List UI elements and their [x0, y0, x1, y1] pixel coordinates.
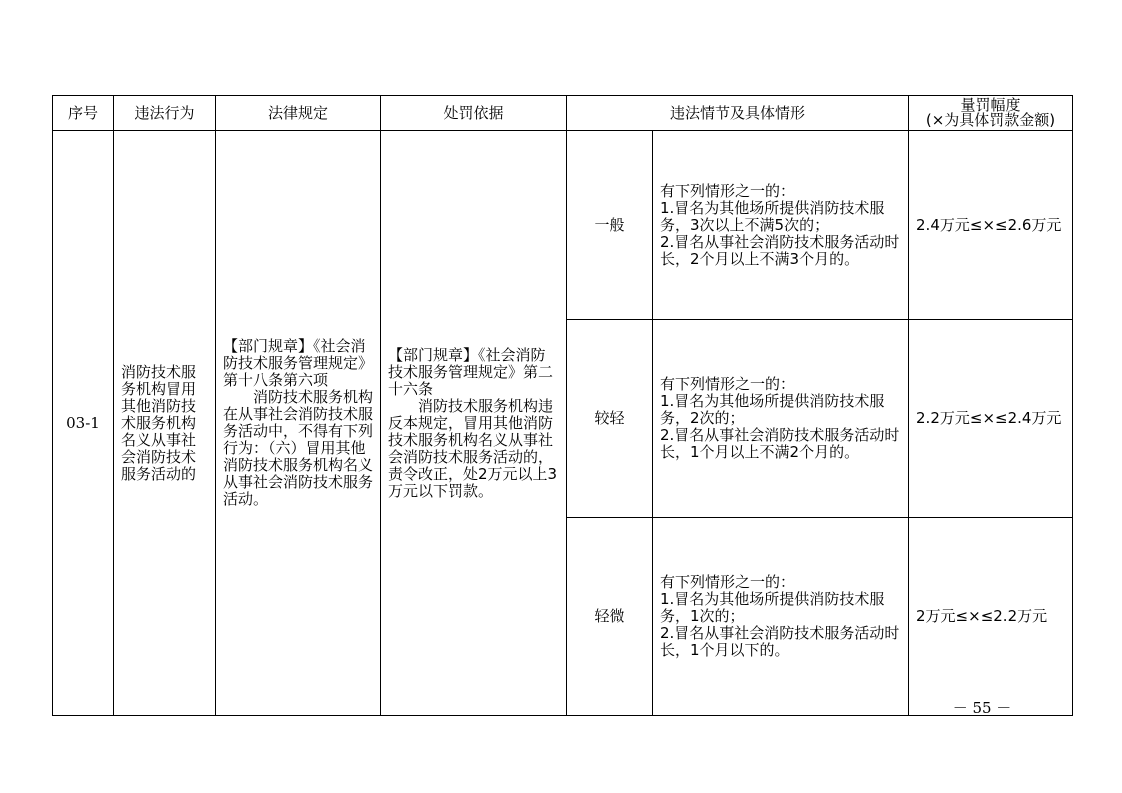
cell-basis: 【部门规章】《社会消防技术服务管理规定》第二十六条 消防技术服务机构违反本规定，冒用其他消防技术服务机构名义从事社会消防技术服务活动的，责令改正，处2万元以上3万元以下罚款。 [381, 131, 567, 716]
cell-detail: 有下列情形之一的： 1.冒名为其他场所提供消防技术服务，1次的； 2.冒名从事社会消防技术服务活动时长，1个月以下的。 [653, 518, 909, 716]
header-act: 违法行为 [114, 96, 216, 131]
penalty-table [52, 95, 1073, 716]
header-penalty-note: (×为具体罚款金额) [925, 111, 1056, 129]
cell-act: 消防技术服务机构冒用其他消防技术服务机构名义从事社会消防技术服务活动的 [114, 131, 216, 716]
header-circumstance: 违法情节及具体情形 [567, 96, 909, 131]
cell-law: 【部门规章】《社会消防技术服务管理规定》第十八条第六项 消防技术服务机构在从事社会消防技术服务活动中，不得有下列行为：（六）冒用其他消防技术服务机构名义从事社会消防技术服务活动。 [216, 131, 381, 716]
cell-detail: 有下列情形之一的： 1.冒名为其他场所提供消防技术服务，3次以上不满5次的； 2.冒名从事社会消防技术服务活动时长，2个月以上不满3个月的。 [653, 131, 909, 320]
header-law: 法律规定 [216, 96, 381, 131]
cell-level: 一般 [567, 131, 653, 320]
header-row [53, 96, 1073, 131]
header-seq: 序号 [53, 96, 114, 131]
cell-seq: 03-1 [53, 131, 114, 716]
header-penalty-title: 量罚幅度 [960, 96, 1021, 114]
cell-detail: 有下列情形之一的： 1.冒名为其他场所提供消防技术服务，2次的； 2.冒名从事社会消防技术服务活动时长，1个月以上不满2个月的。 [653, 320, 909, 518]
cell-level: 轻微 [567, 518, 653, 716]
cell-range: 2.2万元≤×≤2.4万元 [909, 320, 1073, 518]
header-penalty [909, 96, 1073, 131]
page-number: － 55 － [952, 699, 1012, 717]
header-basis: 处罚依据 [381, 96, 567, 131]
cell-level: 较轻 [567, 320, 653, 518]
table-row [53, 131, 1073, 320]
cell-range: 2.4万元≤×≤2.6万元 [909, 131, 1073, 320]
cell-range: 2万元≤×≤2.2万元 [909, 518, 1073, 716]
